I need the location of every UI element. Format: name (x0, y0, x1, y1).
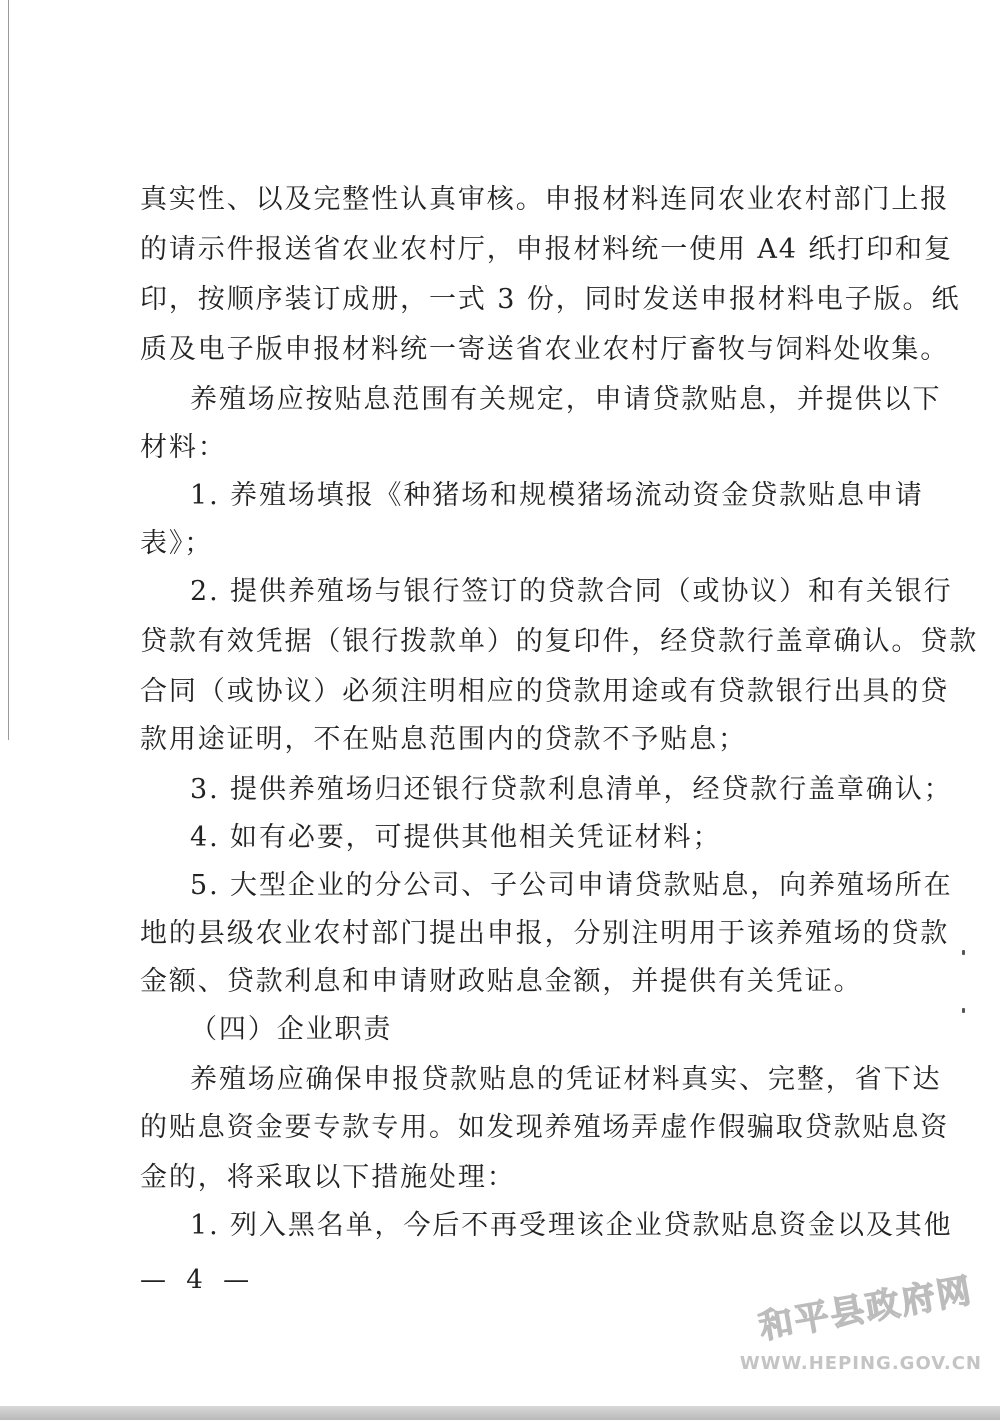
text-line-1: 真实性、以及完整性认真审核。申报材料连同农业农村部门上报 (140, 184, 950, 215)
text-line-17: 金额、贷款利息和申请财政贴息金额，并提供有关凭证。 (140, 966, 863, 997)
text-line-5: 养殖场应按贴息范围有关规定，申请贷款贴息，并提供以下 (190, 384, 942, 415)
scan-speck (962, 950, 965, 955)
text-line-22: 1. 列入黑名单，今后不再受理该企业贷款贴息资金以及其他 (190, 1210, 953, 1241)
watermark-url: WWW.HEPING.GOV.CN (739, 1353, 982, 1374)
text-line-15: 5. 大型企业的分公司、子公司申请贷款贴息，向养殖场所在 (190, 870, 953, 901)
text-line-14: 4. 如有必要，可提供其他相关凭证材料； (190, 822, 722, 853)
text-line-12: 款用途证明，不在贴息范围内的贷款不予贴息； (140, 724, 747, 755)
scan-edge-line (8, 0, 9, 740)
text-line-7: 1. 养殖场填报《种猪场和规模猪场流动资金贷款贴息申请 (190, 480, 924, 511)
text-line-20: 的贴息资金要专款专用。如发现养殖场弄虚作假骗取贷款贴息资 (140, 1112, 950, 1143)
text-line-16: 地的县级农业农村部门提出申报，分别注明用于该养殖场的贷款 (140, 918, 950, 949)
section-heading: （四）企业职责 (190, 1014, 393, 1045)
text-line-9: 2. 提供养殖场与银行签订的贷款合同（或协议）和有关银行 (190, 576, 953, 607)
text-line-19: 养殖场应确保申报贷款贴息的凭证材料真实、完整，省下达 (190, 1064, 942, 1095)
scan-bottom-bar (0, 1406, 1000, 1420)
text-line-2: 的请示件报送省农业农村厅，申报材料统一使用 A4 纸打印和复 (140, 234, 953, 265)
text-line-8: 表》； (140, 528, 214, 559)
text-line-10: 贷款有效凭据（银行拨款单）的复印件，经贷款行盖章确认。贷款 (140, 626, 979, 657)
text-line-21: 金的，将采取以下措施处理： (140, 1162, 516, 1193)
page-number: — 4 — (140, 1265, 256, 1295)
text-line-13: 3. 提供养殖场归还银行贷款利息清单，经贷款行盖章确认； (190, 774, 953, 805)
text-line-4: 质及电子版申报材料统一寄送省农业农村厅畜牧与饲料处收集。 (140, 334, 950, 365)
text-line-11: 合同（或协议）必须注明相应的贷款用途或有贷款银行出具的贷 (140, 676, 950, 707)
scan-speck (962, 1008, 965, 1013)
site-watermark (739, 1262, 982, 1382)
text-line-3: 印，按顺序装订成册，一式 3 份，同时发送申报材料电子版。纸 (140, 284, 961, 315)
watermark-site-name: 和平县政府网 (756, 1270, 976, 1348)
text-line-6: 材料： (140, 432, 227, 463)
